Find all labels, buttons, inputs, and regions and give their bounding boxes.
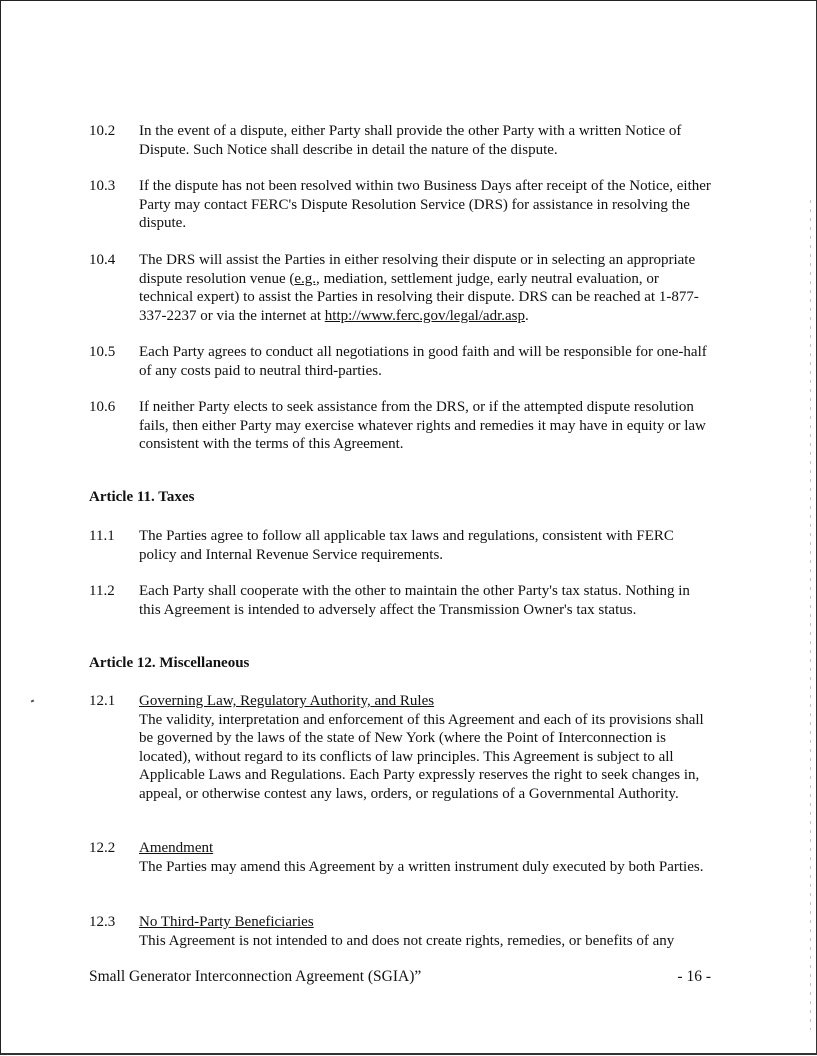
section-11-1	[89, 527, 714, 564]
section-text: In the event of a dispute, either Party shall provide the other Party with a written Notice of Dispute. Such Notice shall describe in detail the nature of the dispute.	[139, 123, 682, 158]
section-10-4	[89, 251, 714, 325]
section-text: The Parties agree to follow all applicable tax laws and regulations, consistent with FERC policy and Internal Revenue Service requirements.	[139, 528, 674, 563]
section-11-2	[89, 582, 714, 619]
section-title: Amendment	[139, 840, 214, 856]
section-body	[139, 839, 714, 876]
section-number: 10.5	[89, 344, 116, 360]
section-text: Each Party agrees to conduct all negotiations in good faith and will be responsible for one-half of any costs paid to neutral third-parties.	[139, 344, 707, 379]
section-body	[139, 692, 714, 804]
section-number: 12.3	[89, 914, 116, 930]
section-number: 10.6	[89, 399, 116, 415]
page-footer	[89, 968, 711, 986]
section-title: Governing Law, Regulatory Authority, and Rules	[139, 693, 435, 709]
drs-website-link[interactable]: http://www.ferc.gov/legal/adr.asp	[324, 307, 526, 324]
section-number: 12.2	[89, 840, 116, 856]
section-number: 11.1	[89, 528, 115, 544]
section-12-3	[89, 913, 714, 950]
article-12-heading: Article 12. Miscellaneous	[89, 655, 250, 671]
section-body	[139, 913, 714, 950]
scan-edge-artifact	[810, 200, 811, 1030]
section-12-1	[89, 692, 714, 804]
page-number: - 16 -	[677, 968, 711, 985]
section-text-part: mediation, settlement judge, early neutral evaluation, or technical expert) to assist the Parties in resolving their dispute. DRS can be reached at 1-877-337-2237 or via the internet at	[139, 270, 699, 324]
section-text: This Agreement is not intended to and does not create rights, remedies, or benefits of any	[139, 932, 675, 949]
section-number: 11.2	[89, 583, 115, 599]
section-text: If neither Party elects to seek assistance from the DRS, or if the attempted dispute resolution fails, then either Party may exercise whatever rights and remedies it may have in equity or law consistent with the terms of this Agreement.	[139, 399, 706, 453]
section-text: Each Party shall cooperate with the other to maintain the other Party's tax status. Nothing in this Agreement is intended to adversely affect the Transmission Owner's tax status.	[139, 583, 690, 618]
article-11-heading: Article 11. Taxes	[89, 489, 195, 505]
footer-title: Small Generator Interconnection Agreement (SGIA)”	[89, 968, 422, 985]
section-10-5	[89, 343, 714, 380]
section-10-2	[89, 122, 714, 159]
section-text: The validity, interpretation and enforcement of this Agreement and each of its provisions shall be governed by the laws of the state of New York (where the Point of Interconnection is located), without regard to its conflicts of law principles. This Agreement is subject to all Applicable Laws and Regulations. Each Party expressly reserves the right to seek changes in, appeal, or otherwise contest any laws, orders, or regulations of a Governmental Authority.	[139, 711, 704, 802]
section-text: The Parties may amend this Agreement by a written instrument duly executed by both Parties.	[139, 858, 704, 875]
section-text: If the dispute has not been resolved within two Business Days after receipt of the Notice, either Party may contact FERC's Dispute Resolution Service (DRS) for assistance in resolving the dispute.	[139, 178, 711, 232]
section-10-3	[89, 177, 714, 233]
section-text-part: The DRS will assist the Parties in either resolving their dispute or in selecting an appropriate dispute resolution venue (	[139, 252, 696, 287]
section-10-6	[89, 398, 714, 454]
section-text	[139, 251, 714, 325]
section-number: 10.4	[89, 252, 116, 268]
section-number: 10.3	[89, 178, 116, 194]
section-12-2	[89, 839, 714, 876]
section-title: No Third-Party Beneficiaries	[139, 914, 314, 930]
eg-abbreviation: e.g.,	[294, 270, 320, 287]
section-number: 10.2	[89, 123, 116, 139]
section-number: 12.1	[89, 693, 116, 709]
section-text-part: .	[525, 307, 529, 324]
